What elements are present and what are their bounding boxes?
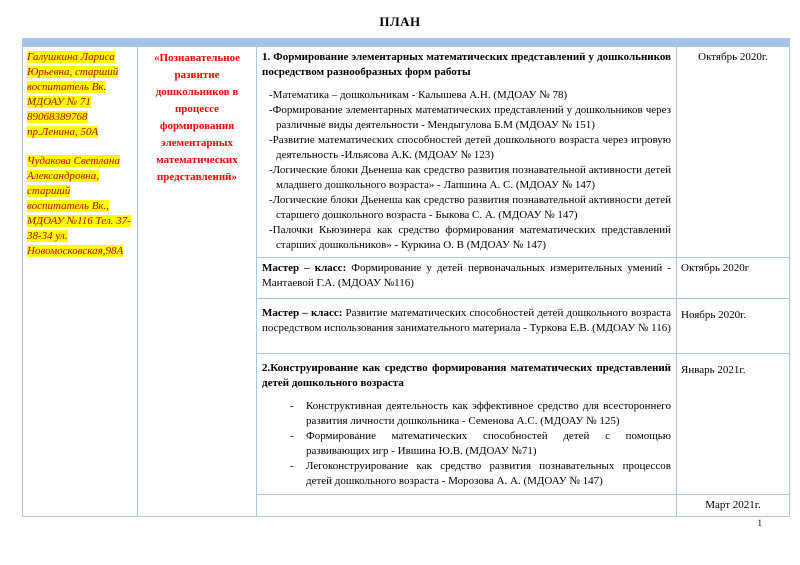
page-title: ПЛАН xyxy=(379,14,421,29)
topic-cell: «Познавательное развитие дошкольников в процессе формирования элементарных математических представлений» xyxy=(138,47,257,517)
masterclass-label: Мастер – класс: xyxy=(262,262,347,274)
session-item: - Конструктивная деятельность как эффективное средство для всестороннего развития личности дошкольника - Семенова А.С. (МДОАУ № 125) xyxy=(290,400,671,427)
table-row-section-1 xyxy=(23,47,790,258)
masterclass-label: Мастер – класс: xyxy=(262,307,343,319)
bullet-dash: - xyxy=(290,400,294,412)
masterclass-2-cell xyxy=(257,299,677,354)
contact-person-2 xyxy=(27,154,133,259)
contact-person-1 xyxy=(27,50,133,140)
bullet-dash: - xyxy=(290,430,294,442)
session-item: -Логические блоки Дьенеша как средство развития познавательной активности детей старшего дошкольного возраста - Быкова С. А. (МДОАУ № 147) xyxy=(269,194,671,221)
highlighted-text: Чудакова Светлана Александровна, старший воспитатель Вк., МДОАУ №116 Тел. 37-38-34 ул. Новомосковская,98А xyxy=(27,155,131,257)
masterclass-1-cell xyxy=(257,258,677,299)
spacer xyxy=(27,140,133,154)
header-cell-content xyxy=(257,39,677,47)
session-item: -Развитие математических способностей детей дошкольного возраста через игровую деятельность -Ильясова А.К. (МДОАУ № 123) xyxy=(269,134,671,161)
session-item: - Формирование математических способностей детей с помощью развивающих игр - Ившина Ю.В. (МДОАУ №71) xyxy=(290,430,671,457)
date-cell: Март 2021г. xyxy=(677,495,790,517)
section-heading: 2.Конструирование как средство формирования математических представлений детей дошкольного возраста xyxy=(262,362,671,389)
plan-table xyxy=(22,38,790,517)
session-item: - Легоконструирование как средство развития познавательных процессов детей дошкольного возраста - Морозова А. А. (МДОАУ № 147) xyxy=(290,460,671,487)
table-header-row xyxy=(23,39,790,47)
header-cell-date xyxy=(677,39,790,47)
bullet-dash: - xyxy=(290,460,294,472)
date-cell: Январь 2021г. xyxy=(677,354,790,495)
masterclass-text: Развитие математических способностей детей дошкольного возраста посредством использования занимательного материала - Туркова Е.В. (МДОАУ № 116) xyxy=(262,307,671,334)
masterclass-text: Формирование у детей первоначальных измерительных умений - Мантаевой Г.А. (МДОАУ №116) xyxy=(262,262,671,289)
header-cell-topic xyxy=(138,39,257,47)
section-2-cell xyxy=(257,354,677,495)
contacts-cell xyxy=(23,47,138,517)
section-heading: 1. Формирование элементарных математических представлений у дошкольников посредством разнообразных форм работы xyxy=(262,51,671,78)
highlighted-text: Галушкина Лариса Юрьевна, старший воспитатель Вк. МДОАУ № 71 89068389768 пр.Ленина, 50А xyxy=(27,51,119,138)
page-number: 1 xyxy=(757,518,762,528)
empty-cell xyxy=(257,495,677,517)
date-cell: Октябрь 2020г xyxy=(677,258,790,299)
date-cell: Октябрь 2020г. xyxy=(677,47,790,258)
session-item: -Формирование элементарных математических представлений у дошкольников через различные виды деятельности - Мендыгулова Б.М (МДОАУ № 151) xyxy=(269,104,671,131)
header-cell-contacts xyxy=(23,39,138,47)
session-item: -Логические блоки Дьенеша как средство развития познавательной активности детей младшего дошкольного возраста» - Лапшина А. С. (МДОАУ № 147) xyxy=(269,164,671,191)
session-item: -Математика – дошкольникам - Калышева А.Н. (МДОАУ № 78) xyxy=(269,89,568,101)
session-item: -Палочки Кьюзинера как средство формирования математических представлений старших дошкольников» - Куркина О. В (МДОАУ № 147) xyxy=(269,224,671,251)
section-1-cell xyxy=(257,47,677,258)
date-cell: Ноябрь 2020г. xyxy=(677,299,790,354)
